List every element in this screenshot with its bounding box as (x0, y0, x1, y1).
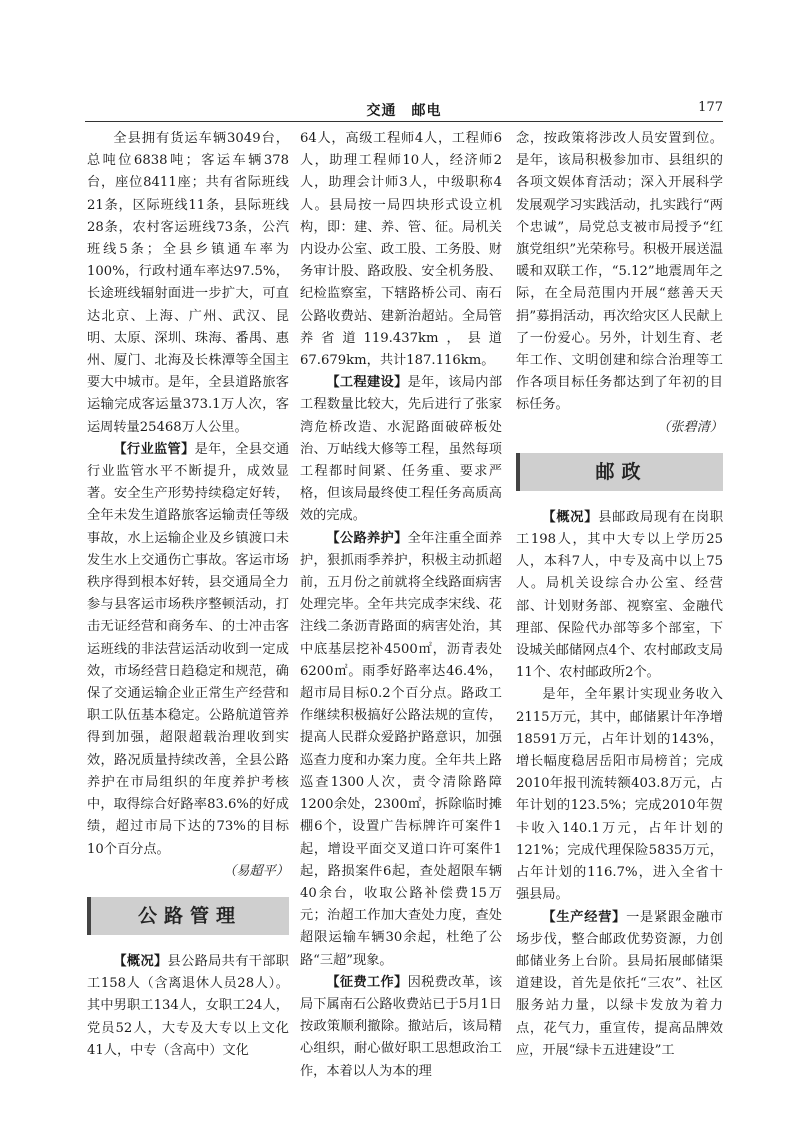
paragraph-tag: 【工程建设】 (326, 375, 408, 391)
author-signature: （张碧清） (657, 419, 723, 435)
page-number: 177 (698, 100, 723, 115)
section-heading-highway-management: 公路管理 (87, 897, 289, 935)
paragraph-staff-continued: 64人，高级工程师4人，工程师6人，助理工程师10人，经济师2人，助理会计师3人，中级职称4人。县局按一局四块形式设立机构，即：建、养、管、征。局机关内设办公室、政工股、工务股、财务审计股、路政股、安全机务股、纪检监察室，下辖路桥公司、南石公路收费站、建新治超站。全局管养省道119.437km，县道67.679km，共计187.116km。 (300, 131, 502, 369)
paragraph-text: 是年，该局内部工程数量比较大，先后进行了张家湾危桥改造、水泥路面破碎板处治、万岵线大修等工程，虽然每项工程都时间紧、任务重、要求严格，但该局最终使工程任务高质高效的完成。 (300, 375, 503, 524)
paragraph-tag: 【生产经营】 (542, 909, 627, 925)
paragraph-text: 全年注重全面养护，狠抓雨季养护，积极主动抓超前，五月份之前就将全线路面病害处理完毕。全年共完成李宋线、花注线二条沥青路面的病害处治，其中底基层挖补4500㎡，沥青表处6200㎡。雨季好路率达46.4%，超市局目标0.2个百分点。路政工作继续积极搞好公路法规的宣传，提高人民群众爱路护路意识，加强巡查力度和办案力度。全年共上路巡查1300人次，责令清除路障1200余处，2300㎡，拆除临时摊棚6个，设置广告标牌许可案件1起，增设平面交叉道口许可案件1起，路损案件6起，查处超限车辆40余台，收取公路补偿费15万元；治超工作加大查处力度，查处超限运输车辆30余起，杜绝了公路“三超”现象。 (300, 530, 503, 968)
paragraph-production (516, 907, 723, 1062)
paragraph-tag: 【公路养护】 (326, 530, 408, 546)
paragraph-tag: 【行业监管】 (113, 441, 195, 457)
column-left (87, 128, 289, 1062)
author-signature: （易超平） (223, 863, 289, 879)
paragraph-text: 是年，全县交通行业监管水平不断提升，成效显著。安全生产形势持续稳定好转，全年未发生道路旅客运输责任等级事故，水上运输企业及乡镇渡口未发生水上交通伤亡事故。客运市场秩序得到根本好转，县交通局全力参与县客运市场秩序整顿活动，打击无证经营和商务车、的士冲击客运班线的非法营运活动收到一定成效，市场经营日趋稳定和规范，确保了交通运输企业正常生产经营和职工队伍基本稳定。公路航道管养得到加强，超限超载治理收到实效，路况质量持续改善，全县公路养护在市局组织的年度养护考核中，取得综合好路率83.6%的好成绩，超过市局下达的73%的目标10个百分点。 (87, 441, 290, 857)
paragraph-text: 县公路局共有干部职工158人（含离退休人员28人）。其中男职工134人，女职工24人，党员52人，大专及大专以上文化41人，中专（含高中）文化 (87, 953, 289, 1058)
paragraph-freight-stats: 全县拥有货运车辆3049台，总吨位6838吨；客运车辆378台，座位8411座；共有省际班线21条，区际班线11条，县际班线28条，农村客运班线73条，公汽班线5条；全县乡镇通车率为100%，行政村通车率达97.5%，长途班线辐射面进一步扩大，可直达北京、上海、广州、武汉、昆明、太原、深圳、珠海、番禺、惠州、厦门、北海及长株潭等全国主要大中城市。是年，全县道路旅客运输完成客运量373.1万人次，客运周转量25468万人公里。 (87, 131, 289, 435)
paragraph-text: 县邮政局现有在岗职工198人，其中大专以上学历25人，本科7人，中专及高中以上75人。局机关设综合办公室、经营部、计划财务部、视察室、金融代理部、保险代办部等多个部室，下设城关邮储网点4个、农村邮政支局11个、农村邮政所2个。 (516, 509, 724, 681)
paragraph-industry-supervision (87, 439, 289, 861)
paragraph-tag: 【征费工作】 (326, 974, 408, 990)
section-heading-postal: 邮政 (516, 453, 723, 491)
paragraph-fee-continued: 念，按政策将涉改人员安置到位。是年，该局积极参加市、县组织的各项文娱体育活动；深入开展科学发展观学习实践活动，扎实践行“两个忠诚”，局党总支被市局授予“红旗党组织”光荣称号。积极开展送温暖和双联工作，“5.12”地震周年之际，在全局范围内开展“慈善天天捐”募捐活动，再次给灾区人民献上了一份爱心。另外，计划生育、老年工作、文明创建和综合治理等工作各项目标任务都达到了年初的目标任务。 (516, 131, 723, 413)
paragraph-construction (300, 372, 502, 527)
paragraph-tag: 【概况】 (542, 509, 599, 525)
paragraph-fee-collection (300, 972, 502, 1083)
paragraph-road-maintenance (300, 528, 502, 972)
paragraph-tag: 【概况】 (113, 953, 168, 969)
paragraph-highway-overview (87, 951, 289, 1062)
paragraph-text: 一是紧跟金融市场步伐，整合邮政优势资源，力创邮储业务上台阶。县局拓展邮储渠道建设，首先是依托“三农”、社区服务站力量，以绿卡发放为着力点，花气力，重宣传，提高品牌效应，开展“绿卡五进建设”工 (516, 909, 724, 1058)
paragraph-postal-overview (516, 507, 723, 685)
column-middle (300, 128, 502, 1083)
paragraph-text: 因税费改革，该局下属南石公路收费站已于5月1日按政策顺利撤除。撤站后，该局精心组织，耐心做好职工思想政治工作，本着以人为本的理 (300, 974, 503, 1079)
paragraph-postal-revenue: 是年，全年累计实现业务收入2115万元，其中，邮储累计年净增18591万元，占年计划的143%，增长幅度稳居岳阳市局榜首；完成2010年报刊流转额403.8万元，占年计划的123.5%；完成2010年贺卡收入140.1万元，占年计划的121%；完成代理保险5835万元，占年计划的116.7%，进入全省十强县局。 (516, 687, 723, 903)
running-header (85, 98, 723, 122)
column-right (516, 128, 723, 1062)
header-rule (85, 121, 723, 122)
header-title: 交通 邮电 (366, 103, 442, 119)
